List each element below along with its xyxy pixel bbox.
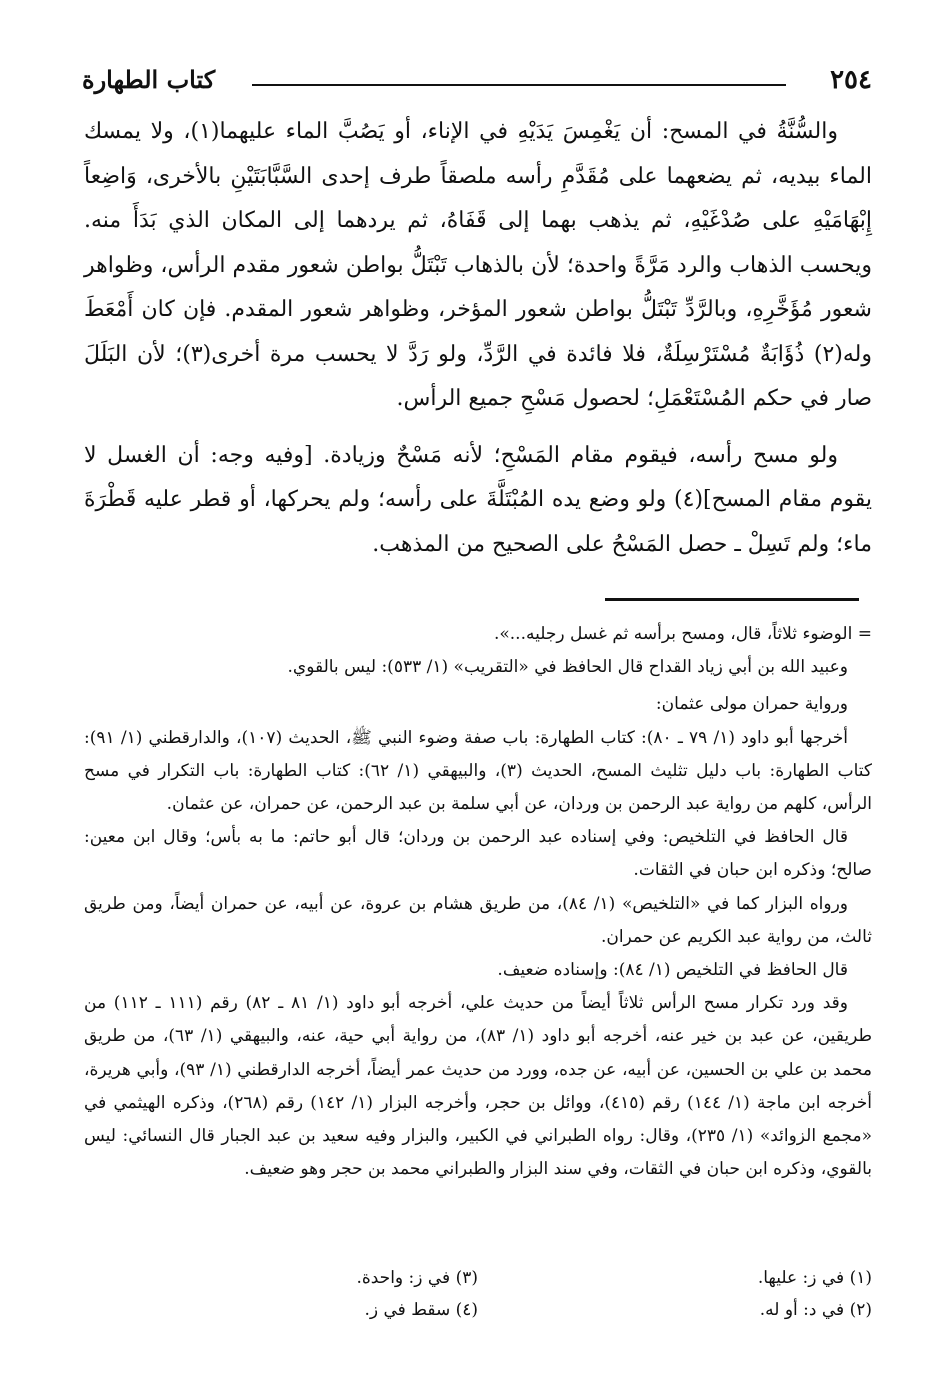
page-header: [82, 62, 872, 102]
footnote-paragraph: = الوضوء ثلاثاً، قال، ومسح برأسه ثم غسل رجليه...».: [493, 624, 872, 644]
variant-notes-row: [84, 1262, 872, 1294]
page-number: ٢٥٤: [830, 65, 872, 95]
main-paragraph-1: والسُّنَّةُ في المسح: أن يَغْمِسَ يَدَيْهِ في الإناء، أو يَصُبَّ الماء عليهما(١)، ولا يمسك الماء بيديه، ثم يضعهما على مُقَدَّمِ رأسه ملصقاً طرف إحدى السَّبَّابَتَيْنِ بالأخرى، وَاضِعاً إِبْهَامَيْهِ على صُدْغَيْهِ، ثم يذهب بهما إلى قَفَاهُ، ثم يردهما إلى المكان الذي بَدَأَ منه. ويحسب الذهاب والرد مَرَّةً واحدة؛ لأن بالذهاب تَبْتَلُّ بواطن شعور مقدم الرأس، وظواهر شعور مُؤَخَّرِهِ، وبالرَّدِّ تَبْتَلُّ بواطن شعور المؤخر، وظواهر شعور المقدم. فإن كان أَمْعَطَ وله(٢) ذُؤَابَةٌ مُسْتَرْسِلَةٌ، فلا فائدة في الرَّدِّ، ولو رَدَّ لا يحسب مرة أخرى(٣)؛ لأن البَلَلَ صار في حكم المُسْتَعْمَلِ؛ لحصول مَسْحِ جميع الرأس.: [84, 119, 872, 411]
main-text: [84, 110, 872, 567]
footnote-paragraph: أخرجها أبو داود (١/ ٧٩ ـ ٨٠): كتاب الطهارة: باب صفة وضوء النبي ﷺ، الحديث (١٠٧)، والدارقطني (١/ ٩١): كتاب الطهارة: باب دليل تثليث المسح، الحديث (٣)، والبيهقي (١/ ٦٢): كتاب الطهارة: باب التكرار في مسح الرأس، كلهم من رواية عبد الرحمن بن وردان، عن أبي سلمة بن عبد الرحمن، عن حمران، عن عثمان.: [84, 727, 872, 815]
footnote-paragraph: ورواية حمران مولى عثمان:: [655, 694, 848, 715]
variant-notes: [84, 1262, 872, 1326]
variant-note-4: (٤) سقط في ز.: [364, 1300, 478, 1320]
running-title: كتاب الطهارة: [82, 65, 216, 94]
header-rule: [252, 84, 786, 86]
footnote-paragraph: ورواه البزار كما في «التلخيص» (١/ ٨٤)، من طريق هشام بن عروة، عن أبيه، عن حمران أيضاً، ومن طريق ثالث، من رواية عبد الكريم عن حمران.: [84, 893, 872, 947]
footnotes: [84, 618, 872, 1186]
footnote-separator: [605, 598, 859, 601]
footnote-paragraph: قال الحافظ في التلخيص (١/ ٨٤): وإسناده ضعيف.: [497, 960, 848, 981]
footnote-paragraph: قال الحافظ في التلخيص: وفي إسناده عبد الرحمن بن وردان؛ قال أبو حاتم: ما به بأس؛ وقال ابن معين: صالح؛ وذكره ابن حبان في الثقات.: [84, 827, 872, 881]
footnote-paragraph: وعبيد الله بن أبي زياد القداح قال الحافظ في «التقريب» (١/ ٥٣٣): ليس بالقوي.: [287, 657, 848, 678]
main-paragraph-2: ولو مسح رأسه، فيقوم مقام المَسْحِ؛ لأنه مَسْحٌ وزيادة. [وفيه وجه: أن الغسل لا يقوم مقام المسح](٤) ولو وضع يده المُبْتَلَّةَ على رأسه؛ ولم يحركها، أو قطر عليه قَطْرَةَ ماء؛ ولم تَسِلْ ـ حصل المَسْحُ على الصحيح من المذهب.: [84, 442, 873, 557]
variant-note-3: (٣) في ز: واحدة.: [356, 1268, 478, 1288]
variant-notes-row: [84, 1294, 872, 1326]
variant-note-2: (٢) في د: أو له.: [759, 1300, 872, 1320]
variant-note-1: (١) في ز: عليها.: [757, 1268, 872, 1288]
footnote-paragraph: وقد ورد تكرار مسح الرأس ثلاثاً أيضاً من حديث علي، أخرجه أبو داود (١/ ٨١ ـ ٨٢) رقم (١١١ ـ ١١٢) من طريقين، عن عبد بن خير عنه، أخرجه أبو داود (١/ ٨٣)، من رواية أبي حية، عنه، والبيهقي (١/ ٦٣)، من طريق محمد بن علي بن الحسين، عن أبيه، عن جده، وورد من حديث عمر أيضاً، أخرجه الدارقطني (١/ ٩٣)، وأبي هريرة، أخرجه ابن ماجة (١/ ١٤٤) رقم (٤١٥)، ووائل بن حجر، وأخرجه البزار (١/ ١٤٢) رقم (٢٦٨)، وذكره الهيثمي في «مجمع الزوائد» (١/ ٢٣٥)، وقال: رواه الطبراني في الكبير، والبزار وفيه سعيد بن عبد الجبار قال النسائي: ليس بالقوي، وذكره ابن حبان في الثقات، وفي سند البزار والطبراني محمد بن حجر وهو ضعيف.: [84, 993, 872, 1180]
